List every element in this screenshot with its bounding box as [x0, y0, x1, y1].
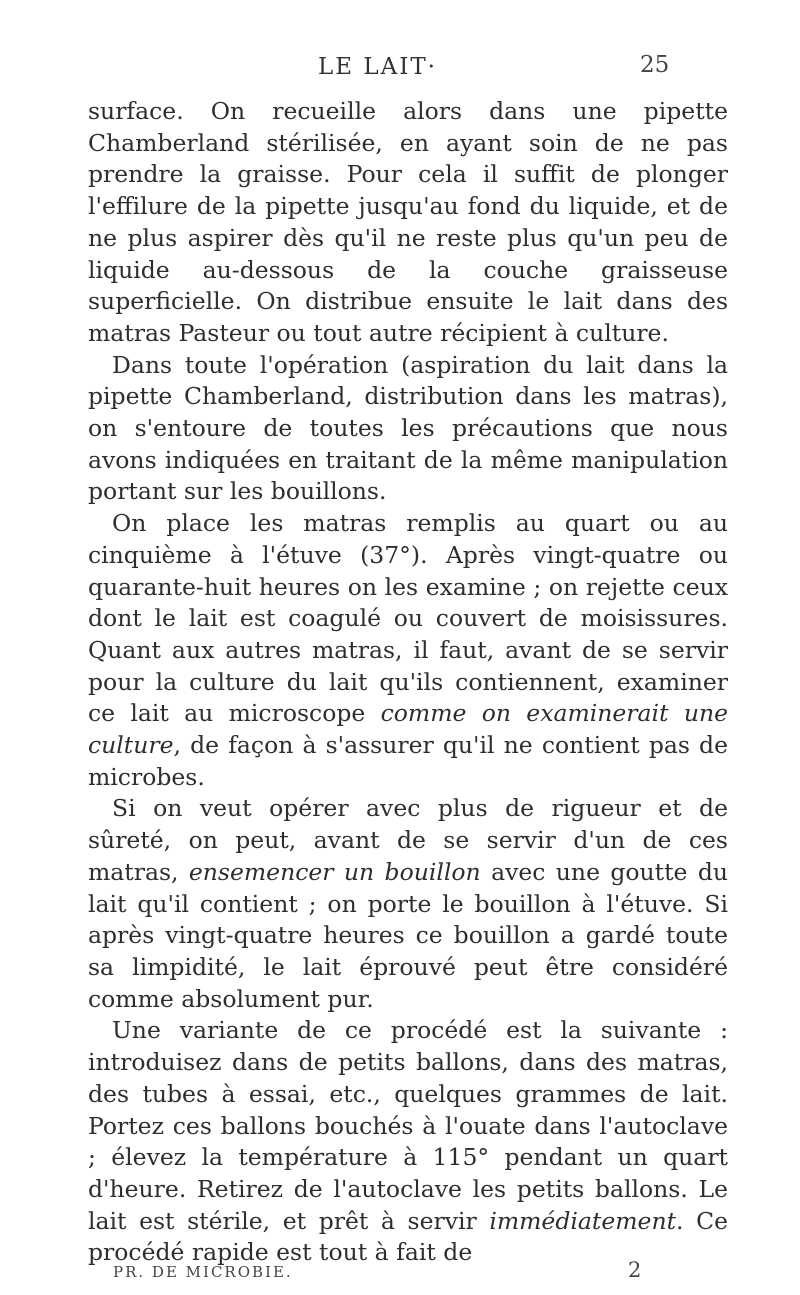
- text-segment: Si on veut opérer avec plus de rigueur et de sûreté, on peut, avant de se servir d'un de ces matras,: [88, 794, 728, 886]
- paragraph-2: [88, 350, 728, 509]
- page-number: 25: [640, 52, 670, 78]
- italic-phrase: ensemencer un bouillon: [188, 857, 481, 886]
- paragraph-3: [88, 508, 728, 793]
- italic-phrase: immédiatement: [489, 1206, 677, 1235]
- footer-note: PR. DE MICROBIE.: [113, 1263, 293, 1281]
- text-segment: surface. On recueille alors dans une pipette Chamberland stérilisée, en ayant soin de ne pas prendre la graisse. Pour cela il suffit de plonger l'effilure de la pipette jusqu'au fond du liquide, et de ne plus aspirer dès qu'il ne reste plus qu'un peu de liquide au-dessous de la couche graisseuse superficielle. On distribue ensuite le lait dans des matras Pasteur ou tout autre récipient à culture.: [88, 97, 728, 347]
- text-segment: On place les matras remplis au quart ou au cinquième à l'étuve (37°). Après vingt-quatre ou quarante-huit heures on les examine ; on rejette ceux dont le lait est coagulé ou couvert de moisissures. Quant aux autres matras, il faut, avant de se servir pour la culture du lait qu'ils contiennent, examiner ce lait au microscope: [88, 509, 728, 728]
- text-segment: Dans toute l'opération (aspiration du lait dans la pipette Chamberland, distribution dans les matras), on s'entoure de toutes les précautions que nous avons indiquées en traitant de la même manipulation portant sur les bouillons.: [88, 350, 728, 506]
- running-head: LE LAIT·: [318, 54, 437, 80]
- signature-mark: 2: [628, 1258, 642, 1282]
- paragraph-1: [88, 96, 728, 350]
- text-segment: Une variante de ce procédé est la suivante : introduisez dans de petits ballons, dans des matras, des tubes à essai, etc., quelques grammes de lait. Portez ces ballons bouchés à l'ouate dans l'autoclave ; élevez la température à 115° pendant un quart d'heure. Retirez de l'autoclave les petits ballons. Le lait est stérile, et prêt à servir: [88, 1016, 728, 1235]
- text-segment: . Ce procédé rapide est tout à fait de: [88, 1206, 728, 1267]
- italic-phrase: comme on examinerait une culture: [88, 699, 728, 760]
- paragraph-4: [88, 793, 728, 1015]
- text-segment: , de façon à s'assurer qu'il ne contient pas de microbes.: [88, 731, 728, 791]
- paragraph-5: [88, 1015, 728, 1269]
- text-segment: avec une goutte du lait qu'il contient ; on porte le bouillon à l'étuve. Si après vingt-quatre heures ce bouillon a gardé toute sa limpidité, le lait éprouvé peut être considéré comme absolument pur.: [88, 857, 729, 1013]
- body-text: [88, 96, 728, 1269]
